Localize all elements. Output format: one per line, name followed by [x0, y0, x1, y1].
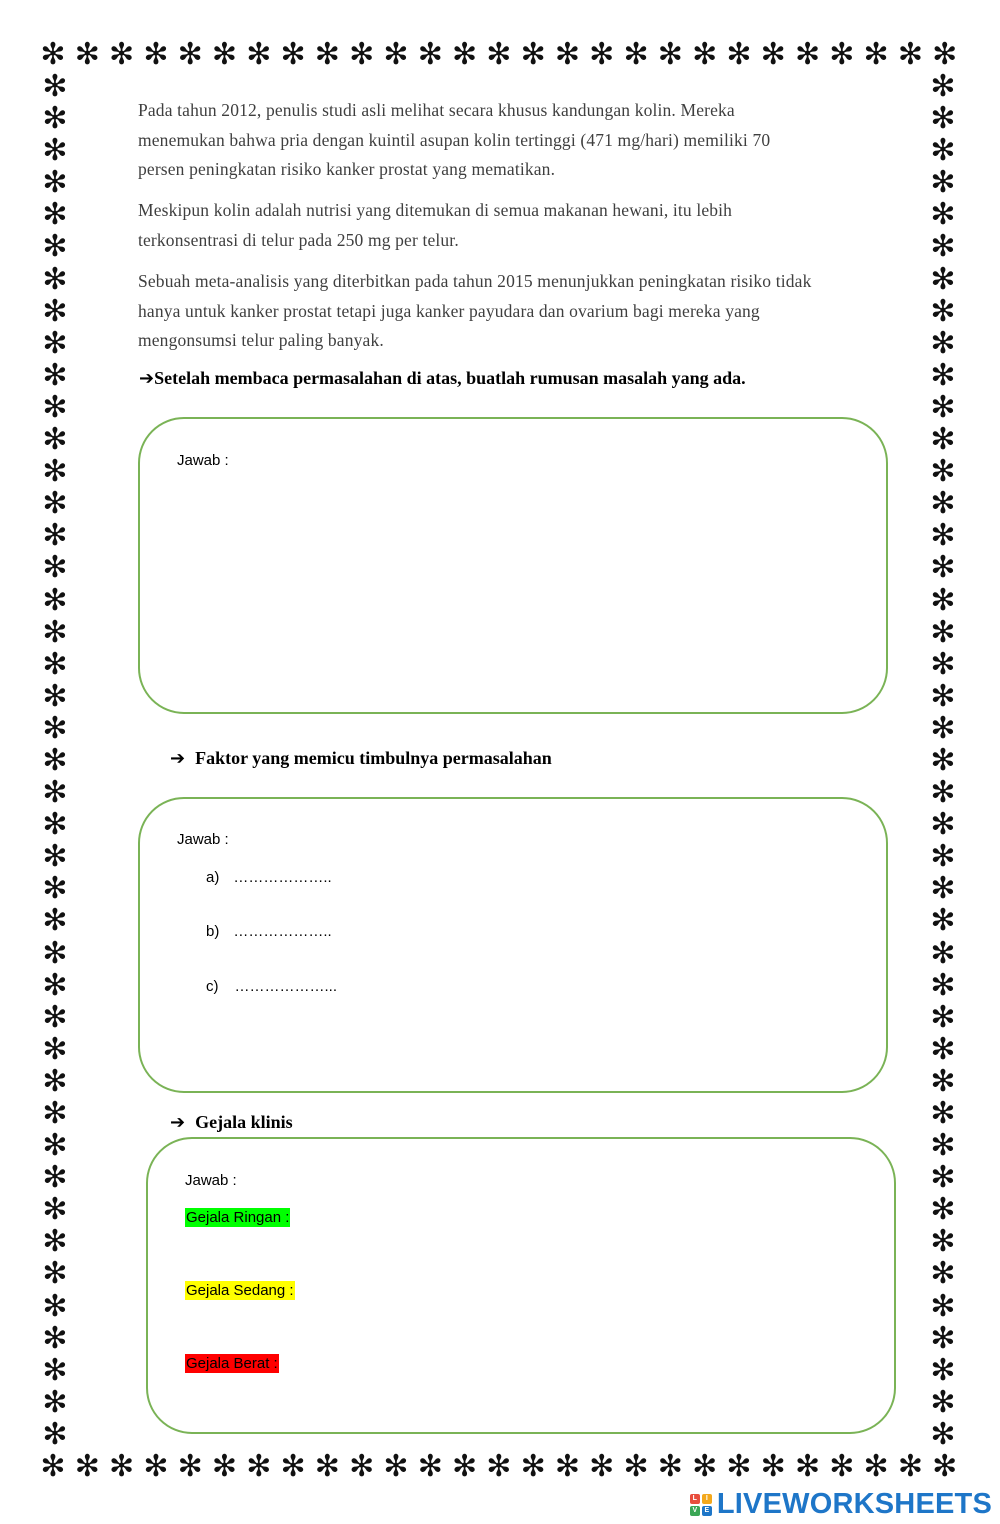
flower-ornament-icon: ✻	[42, 839, 68, 875]
flower-ornament-icon: ✻	[930, 839, 956, 875]
flower-ornament-icon: ✻	[42, 903, 68, 939]
flower-ornament-icon: ✻	[314, 1449, 340, 1484]
flower-ornament-icon: ✻	[42, 422, 68, 458]
flower-ornament-icon: ✻	[930, 165, 956, 201]
flower-ornament-icon: ✻	[930, 807, 956, 843]
arrow-right-icon: ➔	[170, 748, 186, 769]
flower-ornament-icon: ✻	[794, 37, 821, 72]
flower-ornament-icon: ✻	[930, 871, 956, 907]
flower-ornament-icon: ✻	[930, 614, 956, 650]
flower-ornament-icon: ✻	[930, 197, 956, 233]
flower-ornament-icon: ✻	[930, 389, 956, 425]
flower-ornament-icon: ✻	[246, 37, 272, 72]
flower-ornament-icon: ✻	[930, 999, 956, 1035]
flower-ornament-icon: ✻	[930, 1288, 956, 1324]
border-top	[38, 38, 960, 72]
flower-ornament-icon: ✻	[897, 1449, 923, 1484]
arrow-right-icon: ➔	[170, 1112, 186, 1133]
flower-ornament-icon: ✻	[930, 357, 956, 393]
flower-ornament-icon: ✻	[930, 1096, 956, 1131]
flower-ornament-icon: ✻	[930, 261, 956, 297]
flower-ornament-icon: ✻	[42, 775, 68, 811]
flower-ornament-icon: ✻	[42, 1128, 68, 1164]
flower-ornament-icon: ✻	[829, 37, 855, 72]
flower-ornament-icon: ✻	[280, 37, 306, 72]
flower-ornament-icon: ✻	[143, 37, 169, 72]
flower-ornament-icon: ✻	[932, 37, 958, 72]
flower-ornament-icon: ✻	[280, 1449, 306, 1484]
flower-ornament-icon: ✻	[42, 133, 68, 169]
flower-ornament-icon: ✻	[42, 807, 68, 843]
flower-ornament-icon: ✻	[383, 37, 409, 72]
flower-ornament-icon: ✻	[42, 454, 68, 490]
flower-ornament-icon: ✻	[42, 742, 68, 778]
flower-ornament-icon: ✻	[40, 37, 66, 72]
flower-ornament-icon: ✻	[930, 678, 956, 714]
flower-ornament-icon: ✻	[42, 325, 68, 361]
flower-ornament-icon: ✻	[932, 1449, 958, 1484]
flower-ornament-icon: ✻	[42, 678, 68, 714]
flower-ornament-icon: ✻	[42, 69, 68, 104]
flower-ornament-icon: ✻	[40, 1449, 66, 1484]
flower-ornament-icon: ✻	[930, 1256, 956, 1292]
flower-ornament-icon: ✻	[109, 37, 135, 72]
brand-name: LIVEWORKSHEETS	[716, 1488, 992, 1520]
paragraph-1: Pada tahun 2012, penulis studi asli melihat secara khusus kandungan kolin. Mereka menemukan bahwa pria dengan kuintil asupan kolin tertinggi (471 mg/hari) memiliki 70 persen peningkatan risiko kanker prostat yang mematikan.	[138, 100, 771, 179]
question-1-heading: ➔Setelah membaca permasalahan di atas, buatlah rumusan masalah yang ada.	[139, 368, 746, 389]
flower-ornament-icon: ✻	[760, 37, 786, 72]
paragraph-3: Sebuah meta-analisis yang diterbitkan pada tahun 2015 menunjukkan peningkatan risiko tidak hanya untuk kanker prostat tetapi juga kanker payudara dan ovarium bagi mereka yang mengonsumsi telur paling banyak.	[138, 271, 812, 350]
liveworksheets-logo-icon: L I V E	[690, 1494, 712, 1516]
flower-ornament-icon: ✻	[349, 37, 375, 72]
flower-ornament-icon: ✻	[930, 1384, 956, 1420]
flower-ornament-icon: ✻	[109, 1449, 135, 1484]
flower-ornament-icon: ✻	[42, 935, 68, 971]
flower-ornament-icon: ✻	[417, 1449, 443, 1484]
flower-ornament-icon: ✻	[42, 1320, 68, 1356]
flower-ornament-icon: ✻	[930, 1224, 956, 1260]
flower-ornament-icon: ✻	[451, 37, 478, 72]
flower-ornament-icon: ✻	[930, 1320, 956, 1356]
list-item: a) ………………..	[206, 869, 332, 886]
flower-ornament-icon: ✻	[930, 710, 956, 746]
border-right	[926, 69, 960, 1452]
flower-ornament-icon: ✻	[930, 454, 956, 490]
flower-ornament-icon: ✻	[657, 1449, 683, 1484]
flower-ornament-icon: ✻	[692, 37, 718, 72]
flower-ornament-icon: ✻	[930, 1128, 956, 1164]
flower-ornament-icon: ✻	[930, 775, 956, 811]
flower-ornament-icon: ✻	[211, 1449, 238, 1484]
answer-box-1[interactable]	[138, 417, 888, 714]
flower-ornament-icon: ✻	[930, 101, 956, 137]
flower-ornament-icon: ✻	[930, 293, 956, 329]
flower-ornament-icon: ✻	[589, 1449, 615, 1484]
gejala-berat-label[interactable]: Gejala Berat :	[186, 1355, 278, 1372]
flower-ornament-icon: ✻	[42, 1160, 68, 1196]
flower-ornament-icon: ✻	[42, 1063, 68, 1099]
flower-ornament-icon: ✻	[42, 1192, 68, 1228]
flower-ornament-icon: ✻	[554, 1449, 581, 1484]
flower-ornament-icon: ✻	[42, 871, 68, 907]
flower-ornament-icon: ✻	[42, 967, 68, 1003]
flower-ornament-icon: ✻	[930, 1031, 956, 1067]
liveworksheets-logo[interactable]	[690, 1488, 992, 1521]
question-2-heading: ➔ Faktor yang memicu timbulnya permasalahan	[170, 748, 552, 769]
answer-blank[interactable]: ………………..	[233, 869, 332, 886]
flower-ornament-icon: ✻	[589, 37, 615, 72]
flower-ornament-icon: ✻	[930, 229, 956, 265]
flower-ornament-icon: ✻	[486, 1449, 512, 1484]
list-item: c) ………………...	[206, 978, 338, 995]
flower-ornament-icon: ✻	[314, 37, 340, 72]
flower-ornament-icon: ✻	[42, 229, 68, 265]
answer-label: Jawab :	[185, 1172, 237, 1189]
flower-ornament-icon: ✻	[42, 550, 68, 586]
flower-ornament-icon: ✻	[623, 37, 649, 72]
paragraph-2: Meskipun kolin adalah nutrisi yang ditemukan di semua makanan hewani, itu lebih terkonsentrasi di telur pada 250 mg per telur.	[138, 200, 733, 250]
flower-ornament-icon: ✻	[349, 1449, 375, 1484]
flower-ornament-icon: ✻	[930, 325, 956, 361]
flower-ornament-icon: ✻	[930, 1192, 956, 1228]
flower-ornament-icon: ✻	[930, 486, 956, 522]
flower-ornament-icon: ✻	[74, 37, 100, 72]
flower-ornament-icon: ✻	[930, 935, 956, 971]
flower-ornament-icon: ✻	[930, 646, 956, 682]
answer-box-3[interactable]	[146, 1137, 896, 1434]
flower-ornament-icon: ✻	[74, 1449, 100, 1484]
flower-ornament-icon: ✻	[42, 261, 68, 297]
flower-ornament-icon: ✻	[930, 582, 956, 618]
flower-ornament-icon: ✻	[930, 967, 956, 1003]
flower-ornament-icon: ✻	[42, 710, 68, 746]
flower-ornament-icon: ✻	[897, 37, 923, 72]
flower-ornament-icon: ✻	[42, 582, 68, 618]
flower-ornament-icon: ✻	[726, 1449, 752, 1484]
flower-ornament-icon: ✻	[486, 37, 512, 72]
flower-ornament-icon: ✻	[863, 37, 889, 72]
flower-ornament-icon: ✻	[42, 1352, 68, 1388]
flower-ornament-icon: ✻	[863, 1449, 889, 1484]
gejala-sedang-label[interactable]: Gejala Sedang :	[186, 1282, 294, 1299]
flower-ornament-icon: ✻	[520, 1449, 546, 1484]
flower-ornament-icon: ✻	[42, 357, 68, 393]
flower-ornament-icon: ✻	[794, 1449, 821, 1484]
flower-ornament-icon: ✻	[42, 1256, 68, 1292]
answer-box-2[interactable]	[138, 797, 888, 1093]
flower-ornament-icon: ✻	[42, 614, 68, 650]
flower-ornament-icon: ✻	[42, 389, 68, 425]
flower-ornament-icon: ✻	[42, 1384, 68, 1420]
flower-ornament-icon: ✻	[930, 69, 956, 104]
answer-label: Jawab :	[177, 831, 229, 848]
flower-ornament-icon: ✻	[211, 37, 238, 72]
flower-ornament-icon: ✻	[42, 1224, 68, 1260]
flower-ornament-icon: ✻	[623, 1449, 649, 1484]
flower-ornament-icon: ✻	[417, 37, 443, 72]
answer-blank[interactable]: ………………...	[234, 978, 338, 995]
flower-ornament-icon: ✻	[829, 1449, 855, 1484]
flower-ornament-icon: ✻	[657, 37, 683, 72]
flower-ornament-icon: ✻	[930, 550, 956, 586]
flower-ornament-icon: ✻	[930, 1160, 956, 1196]
flower-ornament-icon: ✻	[42, 197, 68, 233]
flower-ornament-icon: ✻	[42, 646, 68, 682]
flower-ornament-icon: ✻	[42, 486, 68, 522]
border-left	[38, 69, 72, 1452]
flower-ornament-icon: ✻	[42, 999, 68, 1035]
list-item: b) ………………..	[206, 923, 332, 940]
flower-ornament-icon: ✻	[42, 101, 68, 137]
flower-ornament-icon: ✻	[930, 903, 956, 939]
flower-ornament-icon: ✻	[930, 1416, 956, 1452]
flower-ornament-icon: ✻	[42, 1031, 68, 1067]
flower-ornament-icon: ✻	[143, 1449, 169, 1484]
border-bottom	[38, 1450, 960, 1484]
flower-ornament-icon: ✻	[42, 165, 68, 201]
flower-ornament-icon: ✻	[930, 133, 956, 169]
flower-ornament-icon: ✻	[554, 37, 581, 72]
flower-ornament-icon: ✻	[451, 1449, 478, 1484]
flower-ornament-icon: ✻	[930, 422, 956, 458]
flower-ornament-icon: ✻	[930, 742, 956, 778]
answer-label: Jawab :	[177, 452, 229, 469]
gejala-ringan-label[interactable]: Gejala Ringan :	[186, 1209, 290, 1226]
flower-ornament-icon: ✻	[520, 37, 546, 72]
flower-ornament-icon: ✻	[42, 1288, 68, 1324]
answer-blank[interactable]: ………………..	[233, 923, 332, 940]
flower-ornament-icon: ✻	[930, 1063, 956, 1099]
flower-ornament-icon: ✻	[726, 37, 752, 72]
flower-ornament-icon: ✻	[246, 1449, 272, 1484]
flower-ornament-icon: ✻	[42, 293, 68, 329]
flower-ornament-icon: ✻	[383, 1449, 409, 1484]
flower-ornament-icon: ✻	[692, 1449, 718, 1484]
flower-ornament-icon: ✻	[42, 1096, 68, 1131]
flower-ornament-icon: ✻	[177, 37, 203, 72]
arrow-right-icon: ➔	[139, 368, 155, 389]
flower-ornament-icon: ✻	[177, 1449, 203, 1484]
flower-ornament-icon: ✻	[930, 518, 956, 554]
question-3-heading: ➔ Gejala klinis	[170, 1112, 293, 1133]
flower-ornament-icon: ✻	[42, 1416, 68, 1452]
flower-ornament-icon: ✻	[930, 1352, 956, 1388]
flower-ornament-icon: ✻	[42, 518, 68, 554]
flower-ornament-icon: ✻	[760, 1449, 786, 1484]
